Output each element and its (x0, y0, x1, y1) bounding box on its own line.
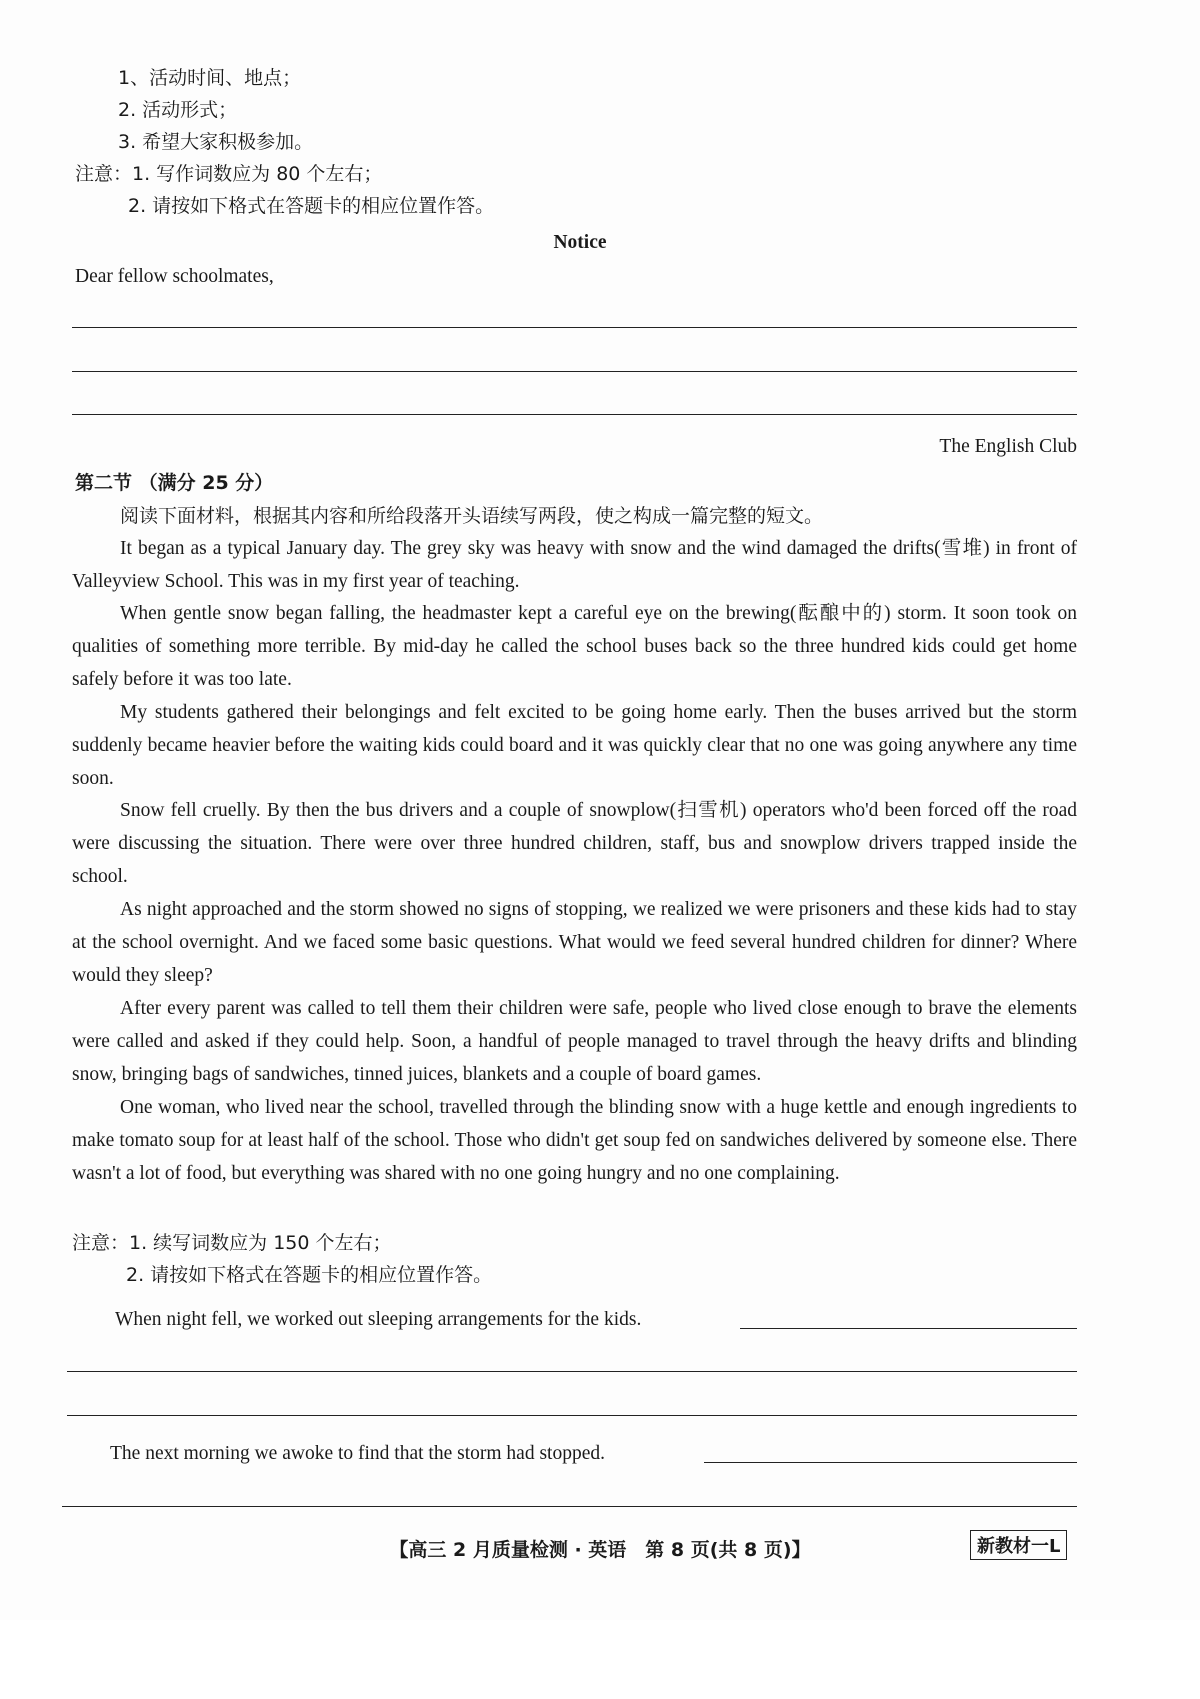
answer-line (740, 1328, 1077, 1329)
continuation-note-word-count: 注意：1. 续写词数应为 150 个左右； (72, 1232, 392, 1254)
requirement-item-1: 1、活动时间、地点； (118, 67, 302, 89)
answer-line (704, 1462, 1077, 1463)
notice-title: Notice (553, 232, 607, 253)
notice-signature: The English Club (939, 436, 1077, 457)
page-margin (0, 1620, 1200, 1699)
section-heading: 第二节 （满分 25 分） (75, 472, 274, 494)
answer-line (72, 414, 1077, 415)
story-paragraph: It began as a typical January day. The grey sky was heavy with snow and the wind damaged the drifts(雪堆) in front of Valleyview School. This was in my first year of teaching. (72, 538, 1077, 592)
answer-line (67, 1371, 1077, 1372)
story-paragraph: Snow fell cruelly. By then the bus drivers and a couple of snowplow(扫雪机) operators who'd been forced off the road were discussing the situation. There were over three hundred children, staff, bus and snowplow drivers trapped inside the school. (72, 800, 1077, 887)
requirement-item-2: 2. 活动形式； (118, 99, 238, 121)
section-instruction: 阅读下面材料，根据其内容和所给段落开头语续写两段，使之构成一篇完整的短文。 (120, 505, 824, 527)
story-paragraph: My students gathered their belongings and felt excited to be going home early. Then the buses arrived but the storm suddenly became heavier before the waiting kids could board and it was quickly clear that no one was going anywhere any time soon. (72, 702, 1077, 789)
note-answer-format: 2. 请按如下格式在答题卡的相应位置作答。 (128, 195, 495, 217)
answer-line (67, 1415, 1077, 1416)
note-word-count: 注意：1. 写作词数应为 80 个左右； (75, 163, 383, 185)
requirement-item-3: 3. 希望大家积极参加。 (118, 131, 314, 153)
answer-line (72, 327, 1077, 328)
story-paragraph: After every parent was called to tell them their children were safe, people who lived close enough to brave the elements were called and asked if they could help. Soon, a handful of people managed to travel through the heavy drifts and blinding snow, bringing bags of sandwiches, tinned juices, blankets and a couple of board games. (72, 998, 1077, 1085)
story-paragraph: One woman, who lived near the school, travelled through the blinding snow with a huge kettle and enough ingredients to make tomato soup for at least half of the school. Those who didn't get soup fed on sandwiches delivered by someone else. There wasn't a lot of food, but everything was shared with no one going hungry and no one complaining. (72, 1097, 1077, 1184)
story-paragraph: When gentle snow began falling, the headmaster kept a careful eye on the brewing(酝酿中的) storm. It soon took on qualities of something more terrible. By mid-day he called the school buses back so the three hundred kids could get home safely before it was too late. (72, 603, 1077, 690)
continuation-note-format: 2. 请按如下格式在答题卡的相应位置作答。 (126, 1264, 493, 1286)
story-paragraph: As night approached and the storm showed no signs of stopping, we realized we were prisoners and these kids had to stay at the school overnight. And we faced some basic questions. What would we feed several hundred children for dinner? Where would they sleep? (72, 899, 1077, 986)
answer-line (72, 371, 1077, 372)
answer-line (62, 1506, 1077, 1507)
continuation-prompt-2: The next morning we awoke to find that the storm had stopped. (110, 1443, 605, 1464)
continuation-prompt-1: When night fell, we worked out sleeping arrangements for the kids. (115, 1309, 642, 1330)
edition-badge: 新教材一L (970, 1530, 1067, 1560)
page-footer: 【高三 2 月质量检测 · 英语 第 8 页(共 8 页)】 (389, 1539, 811, 1561)
notice-greeting: Dear fellow schoolmates, (75, 266, 274, 287)
